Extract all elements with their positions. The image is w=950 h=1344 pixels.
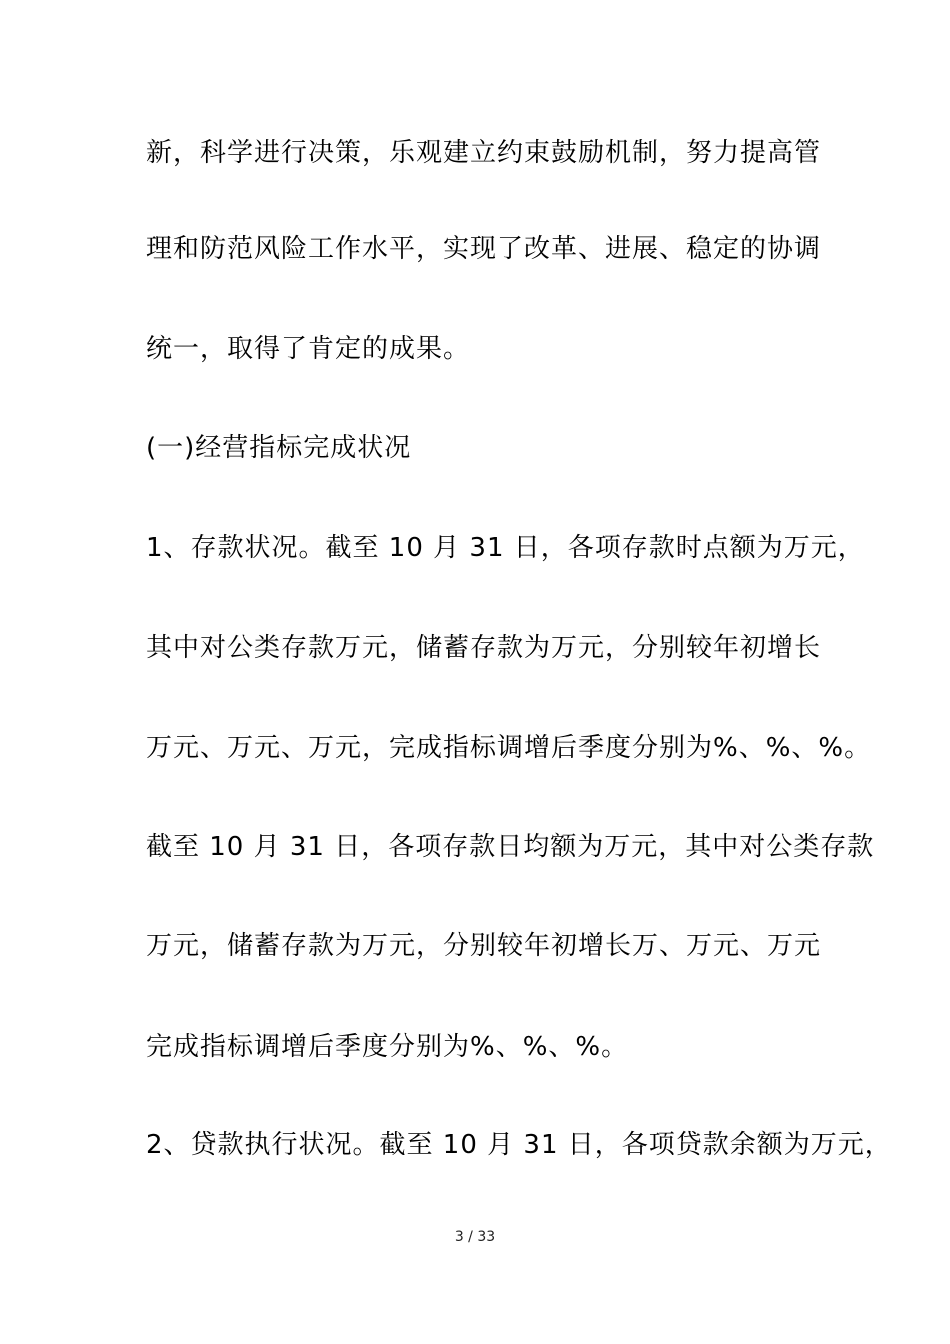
body-text-line: 新，科学进行决策，乐观建立约束鼓励机制，努力提高管 — [146, 138, 822, 168]
page-number: 3 / 33 — [454, 1229, 496, 1245]
body-text-line: 理和防范风险工作水平，实现了改革、进展、稳定的协调 — [146, 234, 822, 264]
body-text-line: 万元，储蓄存款为万元，分别较年初增长万、万元、万元 — [146, 931, 822, 961]
body-text-line: 1、存款状况。截至 10 月 31 日，各项存款时点额为万元， — [146, 533, 865, 563]
section-heading: (一)经营指标完成状况 — [146, 433, 412, 463]
body-text-line: 完成指标调增后季度分别为%、%、%。 — [146, 1032, 629, 1062]
body-text-line: 其中对公类存款万元，储蓄存款为万元，分别较年初增长 — [146, 633, 822, 663]
body-text-line: 截至 10 月 31 日，各项存款日均额为万元，其中对公类存款 — [146, 832, 875, 862]
body-text-line: 2、贷款执行状况。截至 10 月 31 日，各项贷款余额为万元， — [146, 1130, 892, 1160]
body-text-line: 万元、万元、万元，完成指标调增后季度分别为%、%、%。 — [146, 733, 872, 763]
body-text-line: 统一，取得了肯定的成果。 — [146, 334, 471, 364]
